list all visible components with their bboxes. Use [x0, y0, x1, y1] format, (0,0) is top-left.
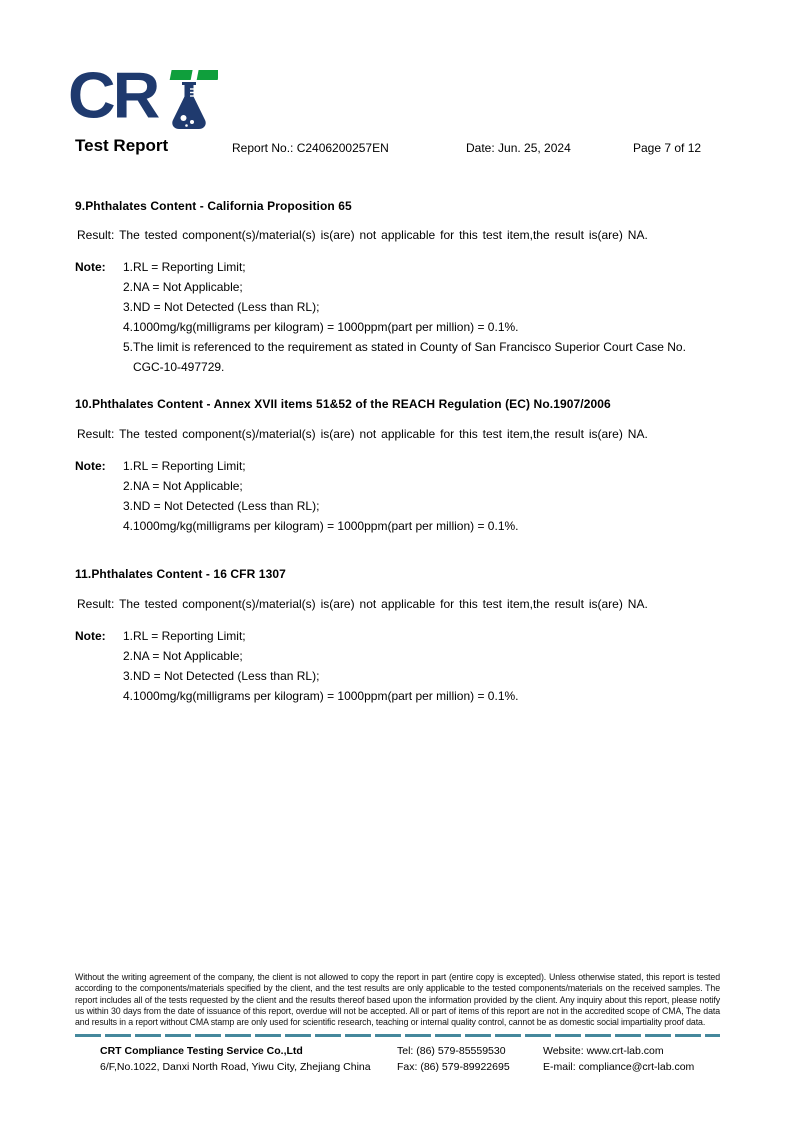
website: Website: www.crt-lab.com [543, 1045, 664, 1057]
fax: Fax: (86) 579-89922695 [397, 1061, 510, 1073]
dashed-divider [75, 1034, 720, 1037]
note-item: 2.NA = Not Applicable; [123, 479, 243, 493]
section-10-notes [75, 456, 519, 536]
email: E-mail: compliance@crt-lab.com [543, 1061, 695, 1073]
note-lines [123, 456, 519, 536]
section-10-result: Result: The tested component(s)/material(s) is(are) not applicable for this test item,the result is(are) NA. [77, 427, 648, 441]
note-item: 4.1000mg/kg(milligrams per kilogram) = 1000ppm(part per million) = 0.1%. [123, 689, 519, 703]
note-label: Note: [75, 629, 106, 643]
crt-logo [68, 58, 218, 136]
note-item: 5.The limit is referenced to the requirement as stated in County of San Francisco Superior Court Case No. [123, 340, 686, 354]
note-item: 1.RL = Reporting Limit; [123, 459, 246, 473]
company-name: CRT Compliance Testing Service Co.,Ltd [100, 1045, 303, 1057]
note-item: 1.RL = Reporting Limit; [123, 629, 246, 643]
note-lines [123, 626, 519, 706]
contact-phone-block [397, 1043, 510, 1075]
green-mark-left [170, 70, 193, 80]
disclaimer-text: Without the writing agreement of the company, the client is not allowed to copy the report in part (entire copy is excepted). Unless otherwise stated, this report is tested according to the components/materials specified by the client, and the test results are only applicable to the tested components/materials on the received samples. The report includes all of the tests requested by the client and the results thereof based upon the information provided by the client. Any inquiry about this report, please notify us within 30 days from the date of issuance of this report, overdue will not be accepted. All or part of items of this report are not in the accredited scope of CMA, The data and results in a report without CMA stamp are only used for scientific research, teaching or internal quality control, cannot be as domestic social impartiality proof data. [75, 972, 720, 1028]
contact-company-block [100, 1043, 371, 1075]
section-9-result: Result: The tested component(s)/material(s) is(are) not applicable for this test item,the result is(are) NA. [77, 228, 648, 242]
tel: Tel: (86) 579-85559530 [397, 1045, 506, 1057]
section-9-heading: 9.Phthalates Content - California Proposition 65 [75, 199, 352, 213]
note-item: 1.RL = Reporting Limit; [123, 260, 246, 274]
contact-web-block [543, 1043, 694, 1075]
note-label: Note: [75, 260, 106, 274]
page-title: Test Report [75, 136, 169, 155]
note-item: 2.NA = Not Applicable; [123, 280, 243, 294]
report-date: Date: Jun. 25, 2024 [466, 141, 571, 155]
note-label: Note: [75, 459, 106, 473]
section-11-result: Result: The tested component(s)/material(s) is(are) not applicable for this test item,the result is(are) NA. [77, 597, 648, 611]
flask-body [173, 82, 206, 129]
note-item: 4.1000mg/kg(milligrams per kilogram) = 1000ppm(part per million) = 0.1%. [123, 320, 519, 334]
page-indicator: Page 7 of 12 [633, 141, 702, 155]
note-item: 3.ND = Not Detected (Less than RL); [123, 669, 320, 683]
section-11-heading: 11.Phthalates Content - 16 CFR 1307 [75, 567, 286, 581]
note-item: 3.ND = Not Detected (Less than RL); [123, 499, 320, 513]
logo-text: CR [68, 58, 158, 132]
note-item-continuation: CGC-10-497729. [133, 360, 225, 374]
section-11-notes [75, 626, 519, 706]
section-9-notes [75, 257, 686, 377]
note-lines [123, 257, 686, 377]
note-item: 3.ND = Not Detected (Less than RL); [123, 300, 320, 314]
green-mark-right [197, 70, 218, 80]
note-item: 4.1000mg/kg(milligrams per kilogram) = 1000ppm(part per million) = 0.1%. [123, 519, 519, 533]
company-address: 6/F,No.1022, Danxi North Road, Yiwu City, Zhejiang China [100, 1061, 371, 1073]
section-10-heading: 10.Phthalates Content - Annex XVII items 51&52 of the REACH Regulation (EC) No.1907/2006 [75, 397, 611, 411]
flask-icon [160, 68, 218, 136]
report-number: Report No.: C2406200257EN [232, 141, 389, 155]
note-item: 2.NA = Not Applicable; [123, 649, 243, 663]
